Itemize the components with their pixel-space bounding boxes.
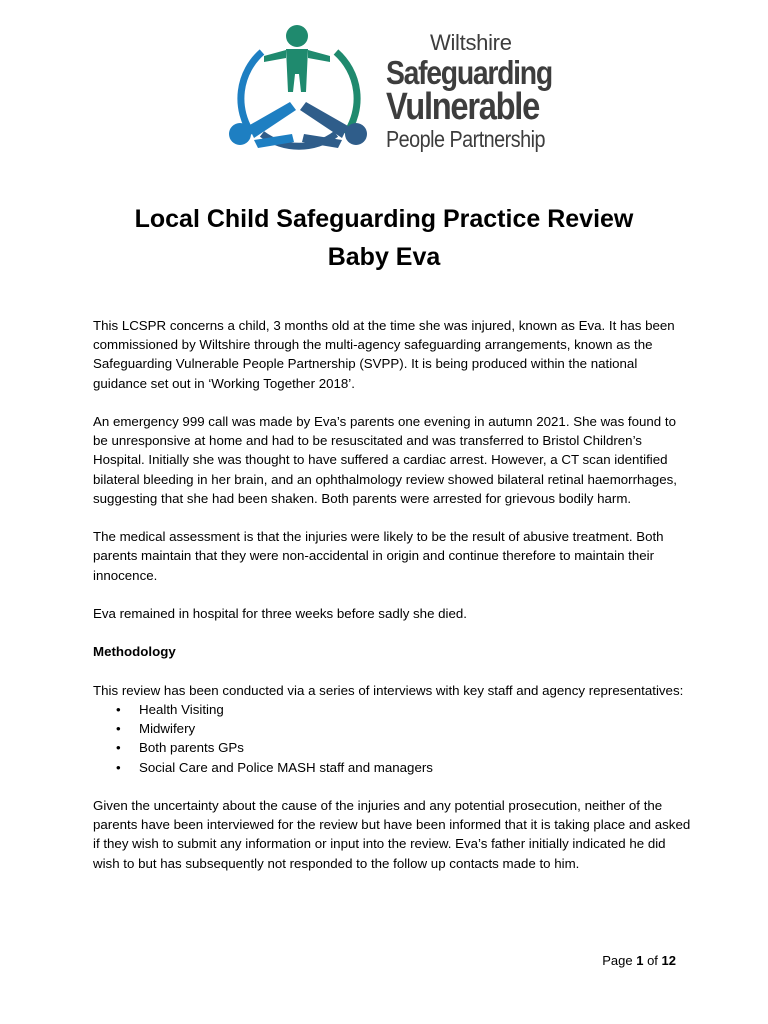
title-line-1: Local Child Safeguarding Practice Review	[134, 205, 634, 233]
total-pages: 12	[661, 953, 676, 968]
document-title	[0, 200, 768, 276]
title-line-2: Baby Eva	[327, 243, 441, 271]
interviewee-list	[93, 700, 693, 777]
list-item: • Both parents GPs	[93, 738, 693, 757]
paragraph-outcome: Eva remained in hospital for three weeks before sadly she died.	[93, 606, 468, 621]
page-number	[602, 953, 676, 968]
current-page: 1	[636, 953, 644, 968]
logo-line-safeguarding: Safeguarding	[386, 54, 552, 91]
of-word: of	[647, 953, 658, 968]
logo-line-vulnerable: Vulnerable	[386, 86, 539, 128]
methodology-heading: Methodology	[93, 644, 176, 660]
list-item: • Health Visiting	[93, 700, 693, 719]
paragraph-parents-involvement: Given the uncertainty about the cause of the injuries and any potential prosecution, neither of the parents have been interviewed for the review but have been informed that it is taking place and asked if they wish to submit any information or input into the review. Eva’s father initially indicated he did wish to but has subsequently not responded to the follow up contacts made to him.	[93, 797, 691, 871]
list-item: • Midwifery	[93, 719, 693, 738]
page-word: Page	[602, 953, 633, 968]
logo-wordmark	[386, 32, 579, 151]
paragraph-medical-assessment: The medical assessment is that the injuries were likely to be the result of abusive treatment. Both parents maintain that they were non-accidental in origin and continue therefore to maintain their innocence.	[93, 529, 664, 583]
paragraph-methodology: This review has been conducted via a series of interviews with key staff and agency representatives:	[93, 682, 684, 698]
partnership-logo	[224, 22, 554, 160]
logo-line-wiltshire: Wiltshire	[430, 30, 512, 55]
document-body	[93, 316, 693, 892]
list-item: • Social Care and Police MASH staff and managers	[93, 758, 693, 777]
logo-line-people-partnership: People Partnership	[386, 126, 545, 152]
paragraph-incident: An emergency 999 call was made by Eva’s parents one evening in autumn 2021. She was found to be unresponsive at home and had to be resuscitated and was transferred to Bristol Children’s Hospital. Initially she was thought to have suffered a cardiac arrest. However, a CT scan identified bilateral bleeding in her brain, and an ophthalmology review showed bilateral retinal haemorrhages, suggesting that she had been shaken. Both parents were arrested for grievous bodily harm.	[93, 414, 677, 506]
people-circle-emblem	[224, 22, 374, 160]
paragraph-introduction: This LCSPR concerns a child, 3 months old at the time she was injured, known as Eva. It has been commissioned by Wiltshire through the multi-agency safeguarding arrangements, known as the Safeguarding Vulnerable People Partnership (SVPP). It is being produced within the national guidance set out in ‘Working Together 2018’.	[93, 318, 675, 391]
